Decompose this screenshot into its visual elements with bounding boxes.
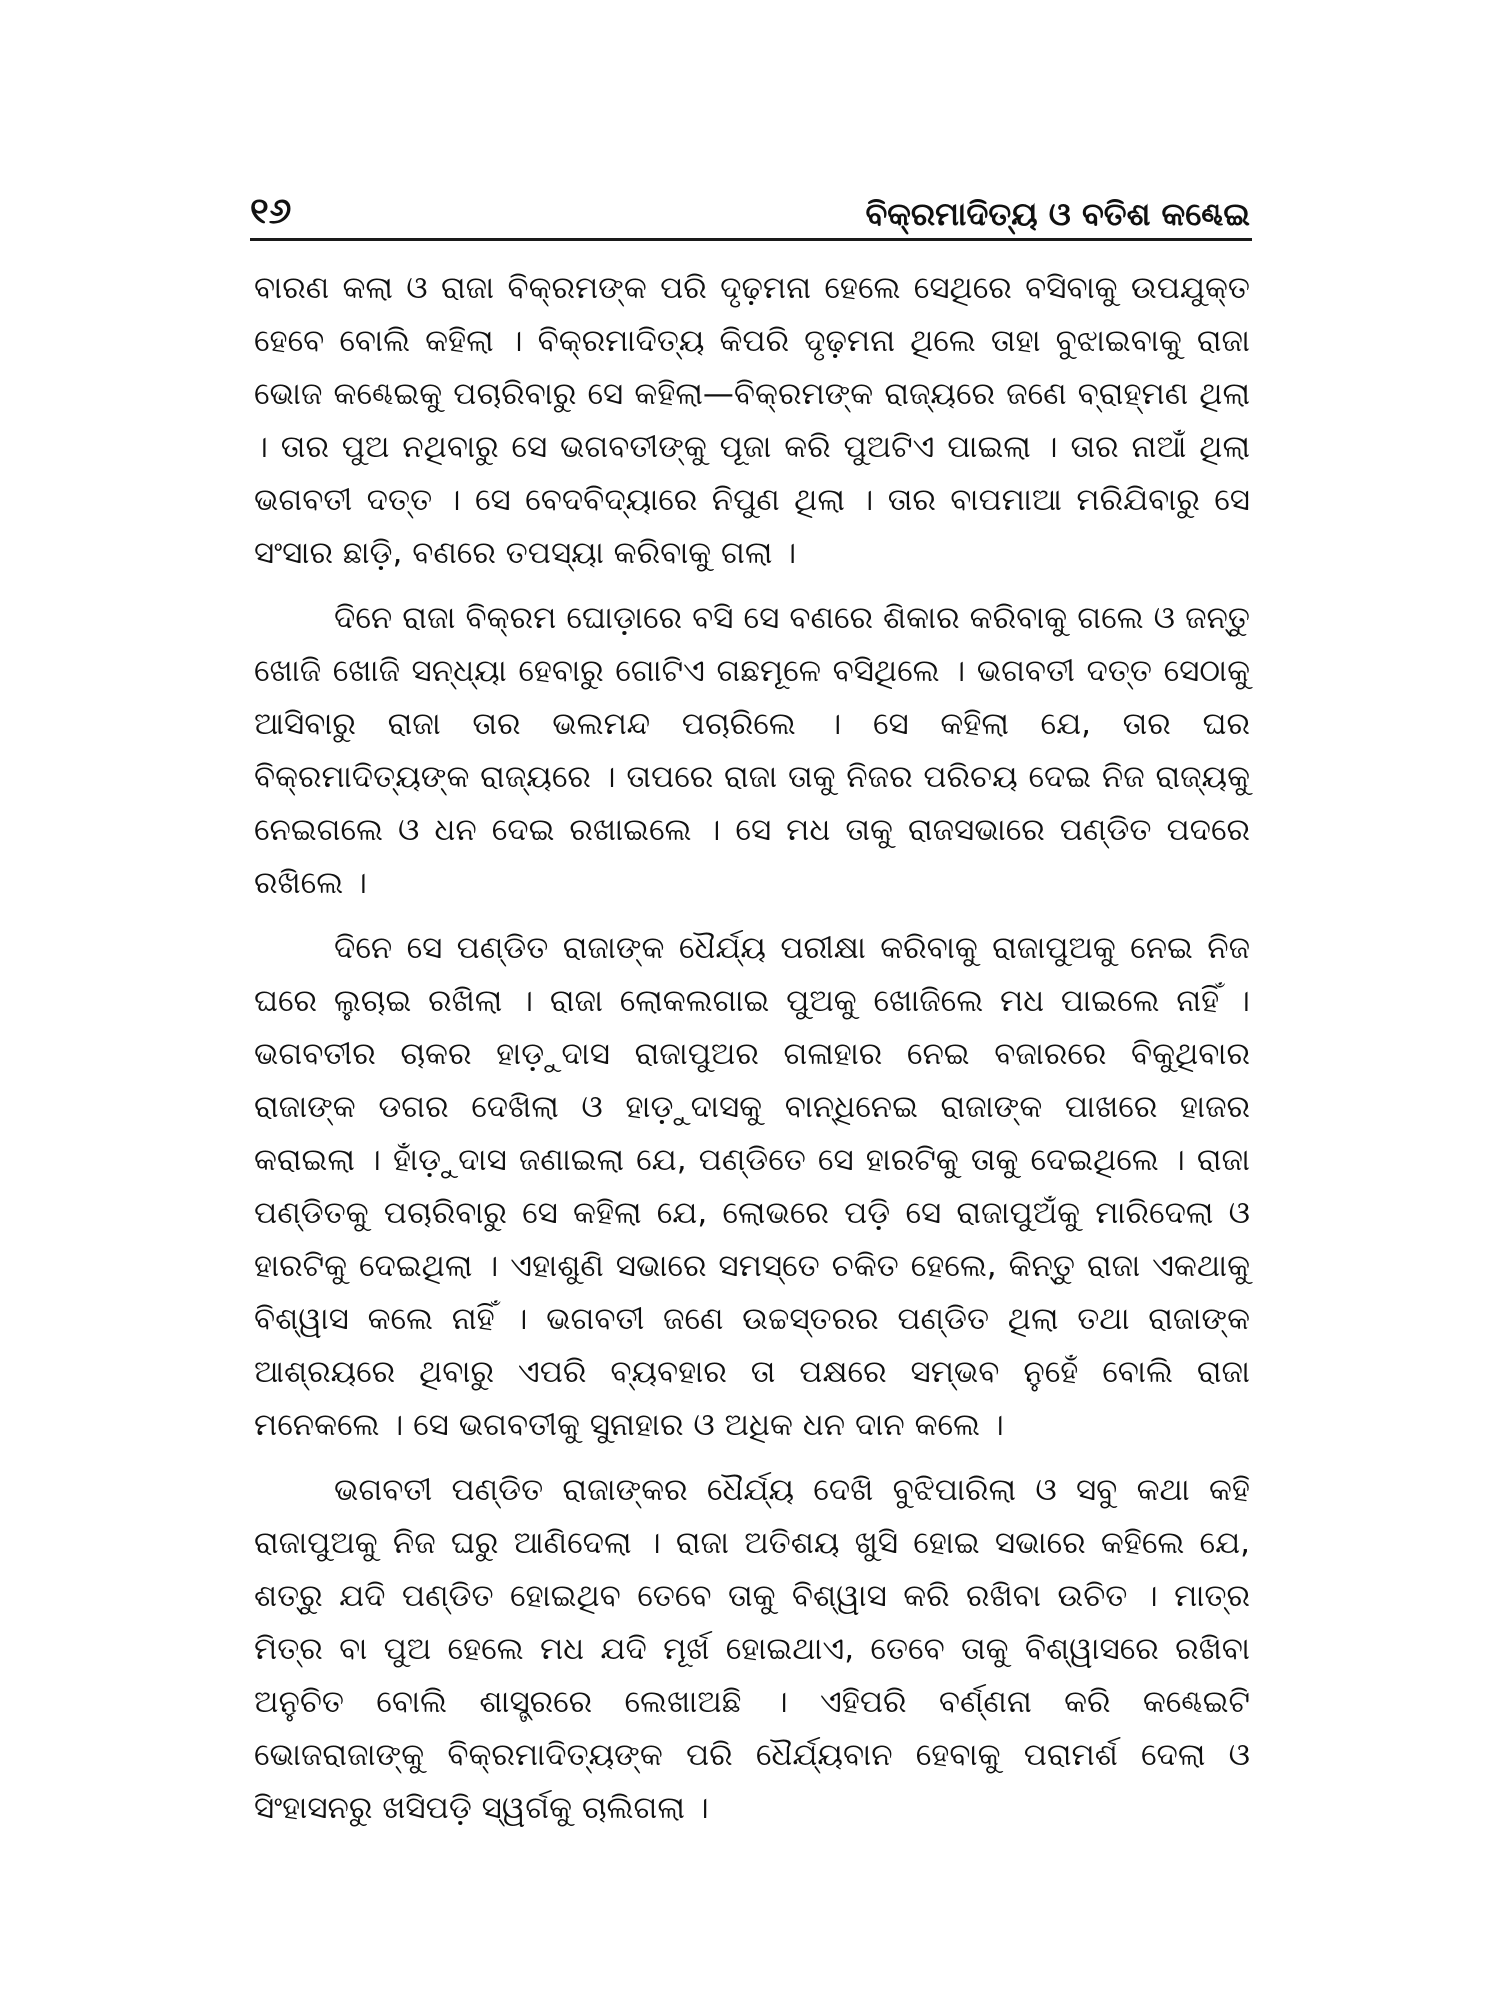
page-header (250, 180, 1250, 233)
paragraph-4: ଭଗବତୀ ପଣ୍ଡିତ ରାଜାଙ୍କର ଧୈର୍ଯ୍ୟ ଦେଖି ବୁଝିପାରିଲା ଓ ସବୁ କଥା କହି ରାଜାପୁଅକୁ ନିଜ ଘରୁ ଆଣିଦେଲା । ରାଜା ଅତିଶୟ ଖୁସି ହୋଇ ସଭାରେ କହିଲେ ଯେ, ଶତ୍ରୁ ଯଦି ପଣ୍ଡିତ ହୋଇଥିବ ତେବେ ତାକୁ ବିଶ୍ୱାସ କରି ରଖିବା ଉଚିତ । ମାତ୍ର ମିତ୍ର ବା ପୁଅ ହେଲେ ମଧ ଯଦି ମୂର୍ଖ ହୋଇଥାଏ, ତେବେ ତାକୁ ବିଶ୍ୱାସରେ ରଖିବା ଅନୁଚିତ ବୋଲି ଶାସ୍ତ୍ରରେ ଲେଖାଅଛି । ଏହିପରି ବର୍ଣ୍ଣନା କରି କଣ୍ଢେଇଟି ଭୋଜରାଜାଙ୍କୁ ବିକ୍ରମାଦିତ୍ୟଙ୍କ ପରି ଧୈର୍ଯ୍ୟବାନ ହେବାକୁ ପରାମର୍ଶ ଦେଲା ଓ ସିଂହାସନରୁ ଖସିପଡ଼ି ସ୍ୱର୍ଗକୁ ଚାଲିଗଲା । (254, 1472, 1250, 1826)
page-number: ୧୬ (250, 191, 292, 232)
paragraph-2: ଦିନେ ରାଜା ବିକ୍ରମ ଘୋଡ଼ାରେ ବସି ସେ ବଣରେ ଶିକାର କରିବାକୁ ଗଲେ ଓ ଜନ୍ତୁ ଖୋଜି ଖୋଜି ସନ୍ଧ୍ୟା ହେବାରୁ ଗୋଟିଏ ଗଛମୂଳେ ବସିଥିଲେ । ଭଗବତୀ ଦତ୍ତ ସେଠାକୁ ଆସିବାରୁ ରାଜା ତାର ଭଲମନ୍ଦ ପଚାରିଲେ । ସେ କହିଲା ଯେ, ତାର ଘର ବିକ୍ରମାଦିତ୍ୟଙ୍କ ରାଜ୍ୟରେ । ତାପରେ ରାଜା ତାକୁ ନିଜର ପରିଚୟ ଦେଇ ନିଜ ରାଜ୍ୟକୁ ନେଇଗଲେ ଓ ଧନ ଦେଇ ରଖାଇଲେ । ସେ ମଧ ତାକୁ ରାଜସଭାରେ ପଣ୍ଡିତ ପଦରେ ରଖିଲେ । (254, 600, 1250, 901)
paragraph-1: ବାରଣ କଲା ଓ ରାଜା ବିକ୍ରମଙ୍କ ପରି ଦୃଢ଼ମନା ହେଲେ ସେଥିରେ ବସିବାକୁ ଉପଯୁକ୍ତ ହେବେ ବୋଲି କହିଲା । ବିକ୍ରମାଦିତ୍ୟ କିପରି ଦୃଢ଼ମନା ଥିଲେ ତାହା ବୁଝାଇବାକୁ ରାଜା ଭୋଜ କଣ୍ଢେଇକୁ ପଚାରିବାରୁ ସେ କହିଲା—ବିକ୍ରମଙ୍କ ରାଜ୍ୟରେ ଜଣେ ବ୍ରାହ୍ମଣ ଥିଲା । ତାର ପୁଅ ନଥିବାରୁ ସେ ଭଗବତୀଙ୍କୁ ପୂଜା କରି ପୁଅଟିଏ ପାଇଲା । ତାର ନାଆଁ ଥିଲା ଭଗବତୀ ଦତ୍ତ । ସେ ବେଦବିଦ୍ୟାରେ ନିପୁଣ ଥିଲା । ତାର ବାପମାଆ ମରିଯିବାରୁ ସେ ସଂସାର ଛାଡ଼ି, ବଣରେ ତପସ୍ୟା କରିବାକୁ ଗଲା । (254, 270, 1250, 571)
body-text (254, 262, 1250, 1847)
header-rule (250, 238, 1252, 241)
running-title: ବିକ୍ରମାଦିତ୍ୟ ଓ ବତିଶ କଣ୍ଢେଇ (865, 195, 1250, 233)
paragraph-3: ଦିନେ ସେ ପଣ୍ଡିତ ରାଜାଙ୍କ ଧୈର୍ଯ୍ୟ ପରୀକ୍ଷା କରିବାକୁ ରାଜାପୁଅକୁ ନେଇ ନିଜ ଘରେ ଲୁଚାଇ ରଖିଲା । ରାଜା ଲୋକଲଗାଇ ପୁଅକୁ ଖୋଜିଲେ ମଧ ପାଇଲେ ନାହିଁ । ଭଗବତୀର ଚାକର ହାଡ଼ୁଦାସ ରାଜାପୁଅର ଗଳାହାର ନେଇ ବଜାରରେ ବିକୁଥିବାର ରାଜାଙ୍କ ଡଗର ଦେଖିଲା ଓ ହାଡ଼ୁଦାସକୁ ବାନ୍ଧିନେଇ ରାଜାଙ୍କ ପାଖରେ ହାଜର କରାଇଲା । ହାଁଡ଼ୁଦାସ ଜଣାଇଲା ଯେ, ପଣ୍ଡିତେ ସେ ହାରଟିକୁ ତାକୁ ଦେଇଥିଲେ । ରାଜା ପଣ୍ଡିତକୁ ପଚାରିବାରୁ ସେ କହିଲା ଯେ, ଲୋଭରେ ପଡ଼ି ସେ ରାଜାପୁଅଁକୁ ମାରିଦେଲା ଓ ହାରଟିକୁ ଦେଇଥିଲା । ଏହାଶୁଣି ସଭାରେ ସମସ୍ତେ ଚକିତ ହେଲେ, କିନ୍ତୁ ରାଜା ଏକଥାକୁ ବିଶ୍ୱାସ କଲେ ନାହିଁ । ଭଗବତୀ ଜଣେ ଉଚ୍ଚସ୍ତରର ପଣ୍ଡିତ ଥିଲା ତଥା ରାଜାଙ୍କ ଆଶ୍ରୟରେ ଥିବାରୁ ଏପରି ବ୍ୟବହାର ତା ପକ୍ଷରେ ସମ୍ଭବ ନୁହେଁ ବୋଲି ରାଜା ମନେକଲେ । ସେ ଭଗବତୀକୁ ସୁନାହାର ଓ ଅଧିକ ଧନ ଦାନ କଲେ । (254, 930, 1250, 1443)
